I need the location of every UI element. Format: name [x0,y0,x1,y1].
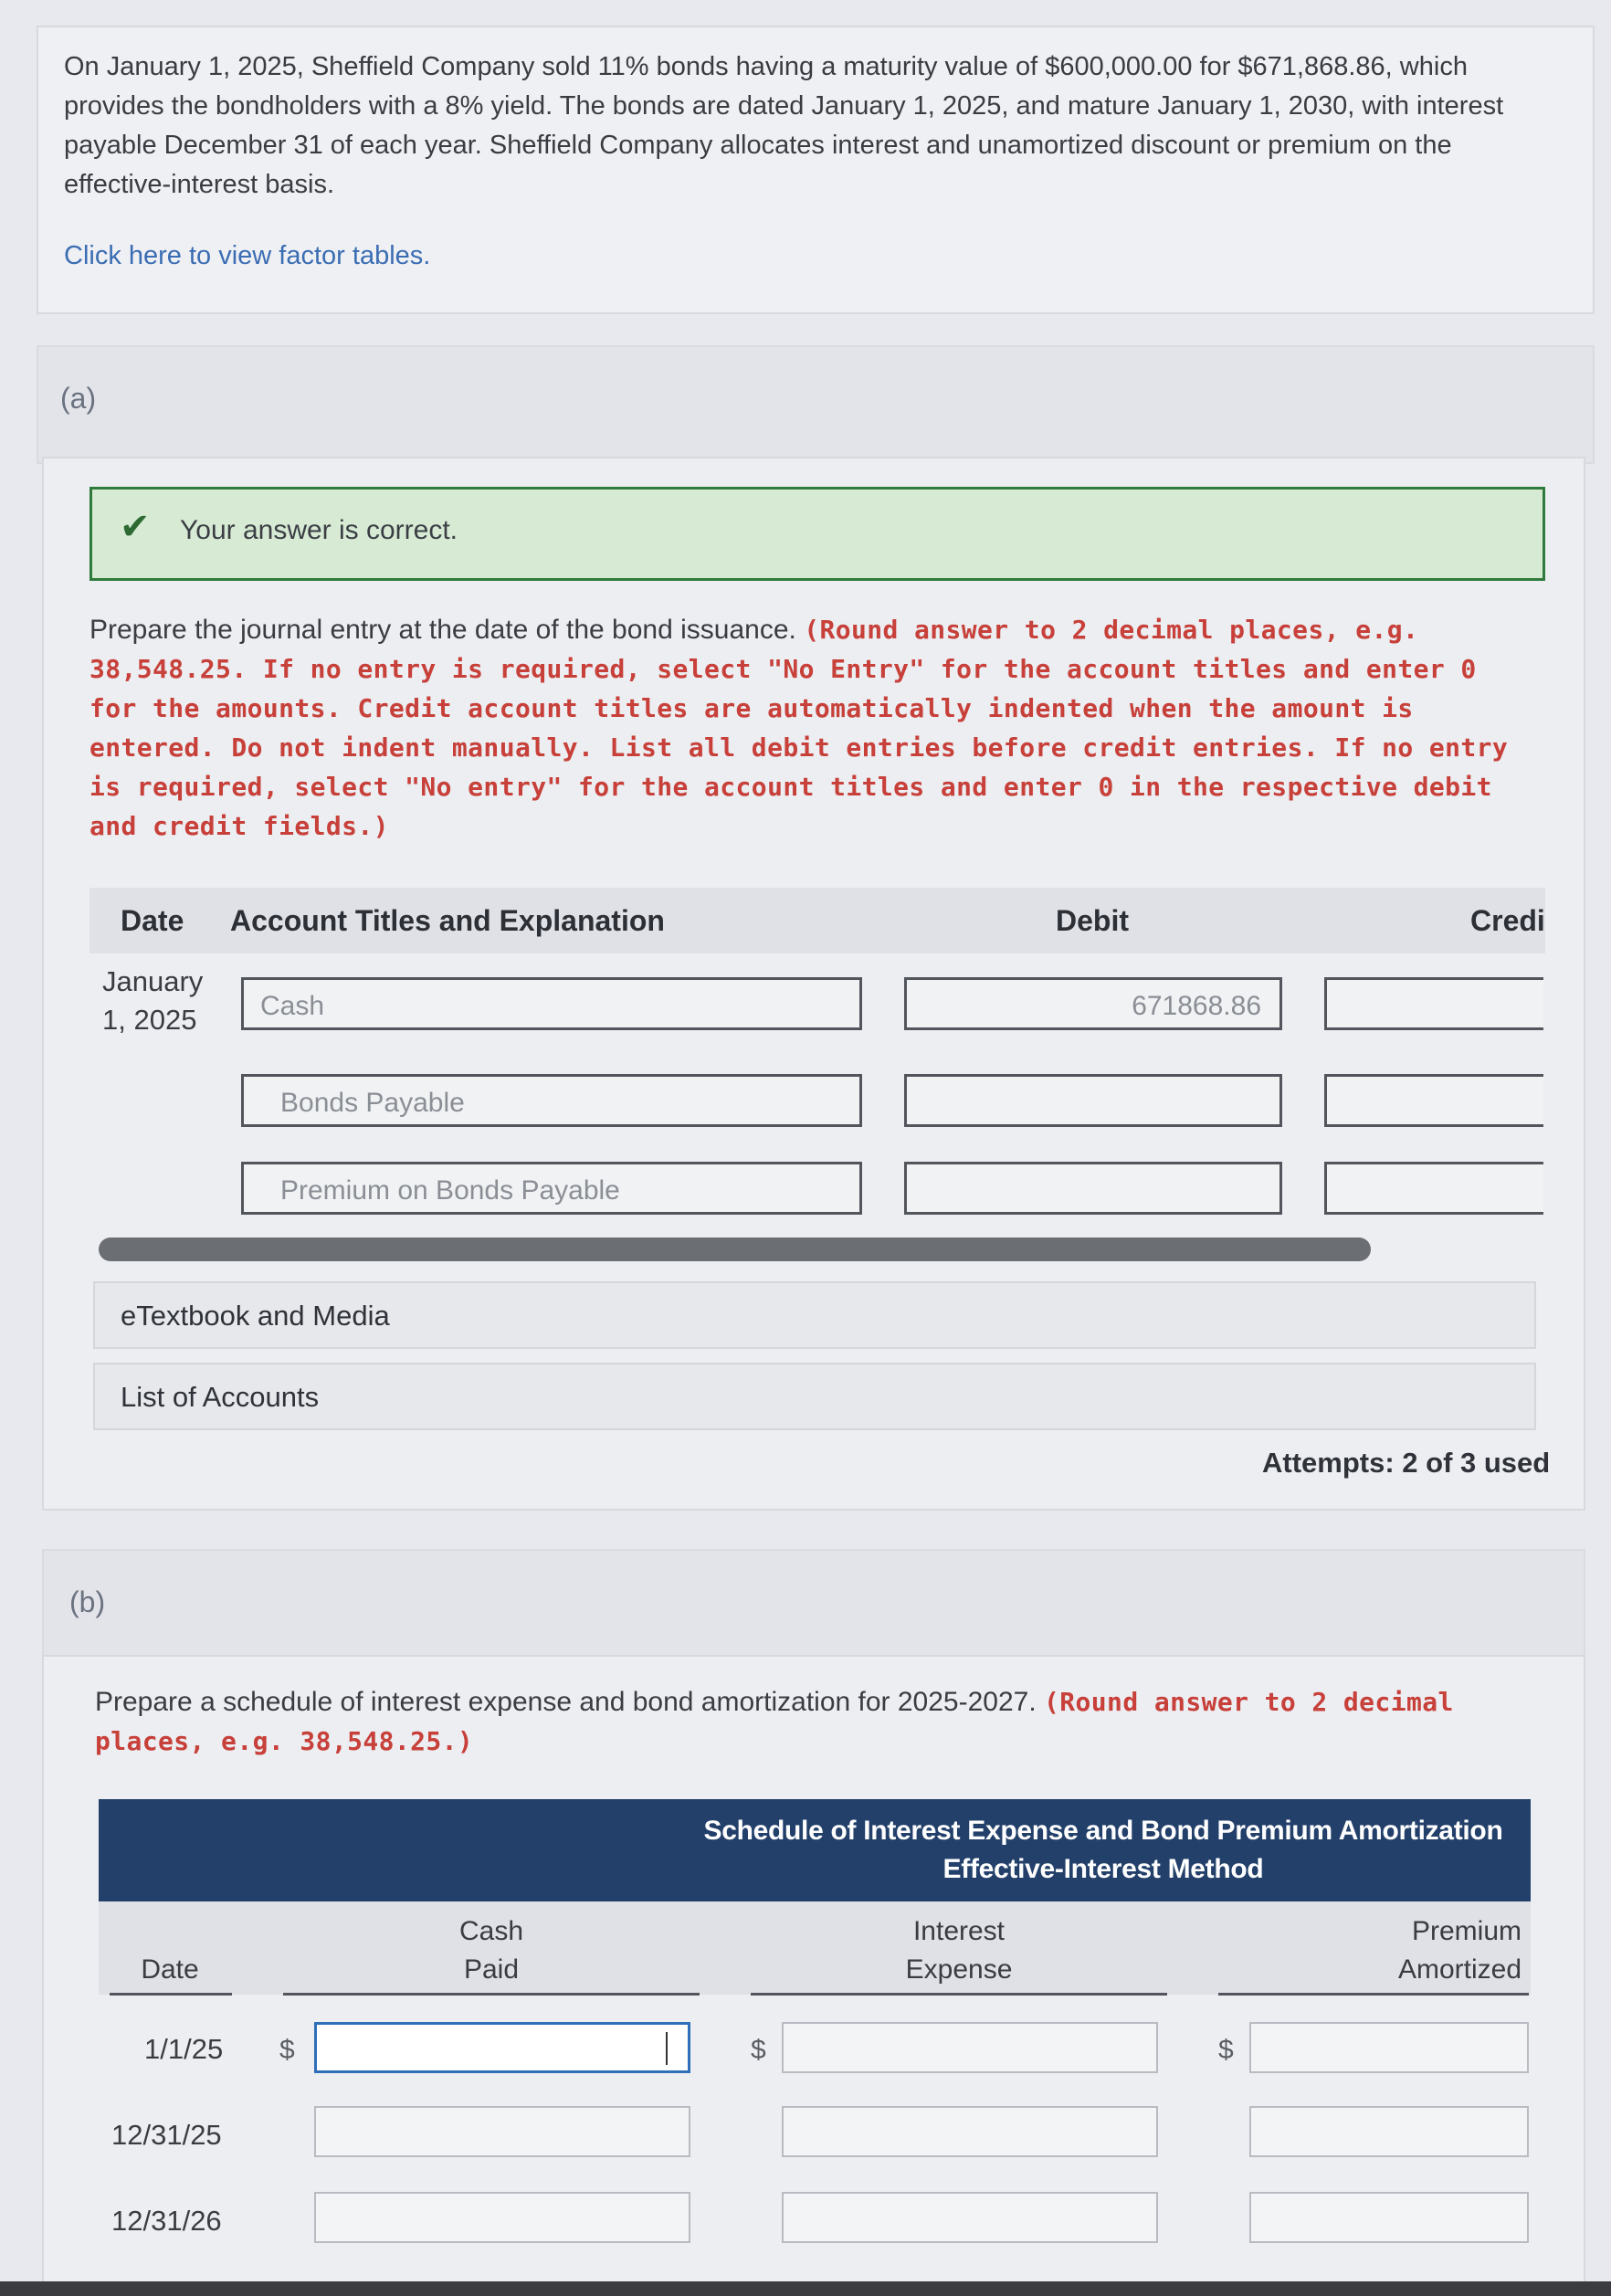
debit-input-2[interactable] [904,1074,1282,1127]
account-select-3[interactable] [241,1162,862,1215]
text-cursor [666,2032,668,2065]
schedule-title-line-2: Effective-Interest Method [942,1854,1264,1884]
entry-date: January 1, 2025 [102,965,204,1036]
dollar-sign: $ [751,2035,766,2065]
interest-expense-header [751,1912,1167,1989]
premium-amortized-input-2[interactable] [1249,2106,1529,2157]
debit-value-1: 671868.86 [1132,991,1261,1021]
interest-expense-input-1[interactable] [782,2022,1158,2073]
schedule-title [683,1812,1523,1889]
credit-input-1[interactable] [1324,977,1543,1030]
cash-paid-header [283,1912,700,1989]
cash-paid-input-3[interactable] [314,2192,690,2243]
part-a-instruction-text: Prepare the journal entry at the date of the bond issuance. [90,615,796,645]
problem-text: On January 1, 2025, Sheffield Company sold 11% bonds having a maturity value of $600,000.00 for $671,868.86, which provides the bondholders with a 8% yield. The bonds are dated January 1, 2025, and mature January 1, 2030, with interest payable December 31 of each year. Sheffield Company allocates interest and unamortized discount or premium on the effective-interest basis. [64,52,1504,199]
schedule-title-banner [99,1799,1531,1901]
part-b-header[interactable] [42,1549,1585,1657]
cash-paid-underline [283,1993,700,1996]
list-of-accounts-row[interactable] [93,1363,1536,1430]
dollar-sign: $ [279,2035,295,2065]
debit-column-header: Debit [1056,904,1129,937]
interest-expense-header-line-2: Expense [905,1954,1013,1985]
horizontal-scrollbar[interactable] [99,1238,1371,1261]
interest-expense-input-3[interactable] [782,2192,1158,2243]
premium-amortized-input-1[interactable] [1249,2022,1529,2073]
schedule-row-date-2: 12/31/25 [111,2119,222,2151]
attempts-counter: Attempts: 2 of 3 used [1262,1447,1551,1479]
account-value-2: Bonds Payable [280,1088,465,1118]
checkmark-icon: ✔ [120,507,151,547]
date-column-header: Date [121,904,184,937]
list-of-accounts-label: List of Accounts [121,1381,320,1413]
schedule-title-line-1: Schedule of Interest Expense and Bond Premium Amortization [703,1816,1503,1846]
credit-column-header: Credi [1470,904,1545,937]
account-value-3: Premium on Bonds Payable [280,1175,620,1206]
etextbook-media-label: eTextbook and Media [121,1300,390,1332]
screen-bottom-edge [0,2281,1611,2296]
premium-amortized-input-3[interactable] [1249,2192,1529,2243]
debit-input-3[interactable] [904,1162,1282,1215]
premium-amortized-header-line-2: Amortized [1397,1954,1522,1985]
premium-amortized-header-line-1: Premium [1411,1916,1522,1946]
interest-expense-underline [751,1993,1167,1996]
account-select-1[interactable] [241,977,862,1030]
correct-answer-banner [90,487,1545,581]
credit-input-2[interactable] [1324,1074,1543,1127]
debit-input-1[interactable] [904,977,1282,1030]
etextbook-media-row[interactable] [93,1281,1536,1349]
part-b-instruction-text: Prepare a schedule of interest expense and bond amortization for 2025-2027. [95,1687,1037,1717]
problem-statement-card [37,26,1595,314]
part-a-instructions [90,610,1532,846]
cash-paid-header-line-1: Cash [458,1916,524,1946]
cash-paid-input-1[interactable] [314,2022,690,2073]
part-a-instruction-note: (Round answer to 2 decimal places, e.g. 38,548.25. If no entry is required, select "No Entry" for the account titles and enter 0 for the amounts. Credit account titles are automatically indented when the amount is entered. Do not indent manually. List all debit entries before credit entries. If no entry is required, select "No entry" for the account titles and enter 0 in the respective debit and credit fields.) [90,615,1509,841]
cash-paid-header-line-2: Paid [463,1954,520,1985]
schedule-date-header: Date [141,1954,199,1985]
account-value-1: Cash [260,991,325,1021]
cash-paid-input-2[interactable] [314,2106,690,2157]
account-select-2[interactable] [241,1074,862,1127]
factor-tables-link[interactable]: Click here to view factor tables. [64,241,431,270]
part-a-header[interactable] [37,345,1595,464]
interest-expense-header-line-1: Interest [912,1916,1006,1946]
account-column-header: Account Titles and Explanation [230,904,665,937]
part-b-label: (b) [69,1585,106,1618]
schedule-row-date-1: 1/1/25 [144,2033,224,2065]
premium-amortized-underline [1218,1993,1529,1996]
part-b-instructions [95,1682,1538,1761]
dollar-sign: $ [1218,2035,1234,2065]
credit-input-3[interactable] [1324,1162,1543,1215]
journal-table-header [90,888,1545,953]
premium-amortized-header [1218,1912,1529,1989]
part-b-instruction-note: (Round answer to 2 decimal places, e.g. 38,548.25.) [95,1687,1454,1756]
date-header-underline [110,1993,232,1996]
interest-expense-input-2[interactable] [782,2106,1158,2157]
part-a-label: (a) [60,382,97,415]
schedule-row-date-3: 12/31/26 [111,2205,222,2237]
correct-status-text: Your answer is correct. [180,515,458,545]
